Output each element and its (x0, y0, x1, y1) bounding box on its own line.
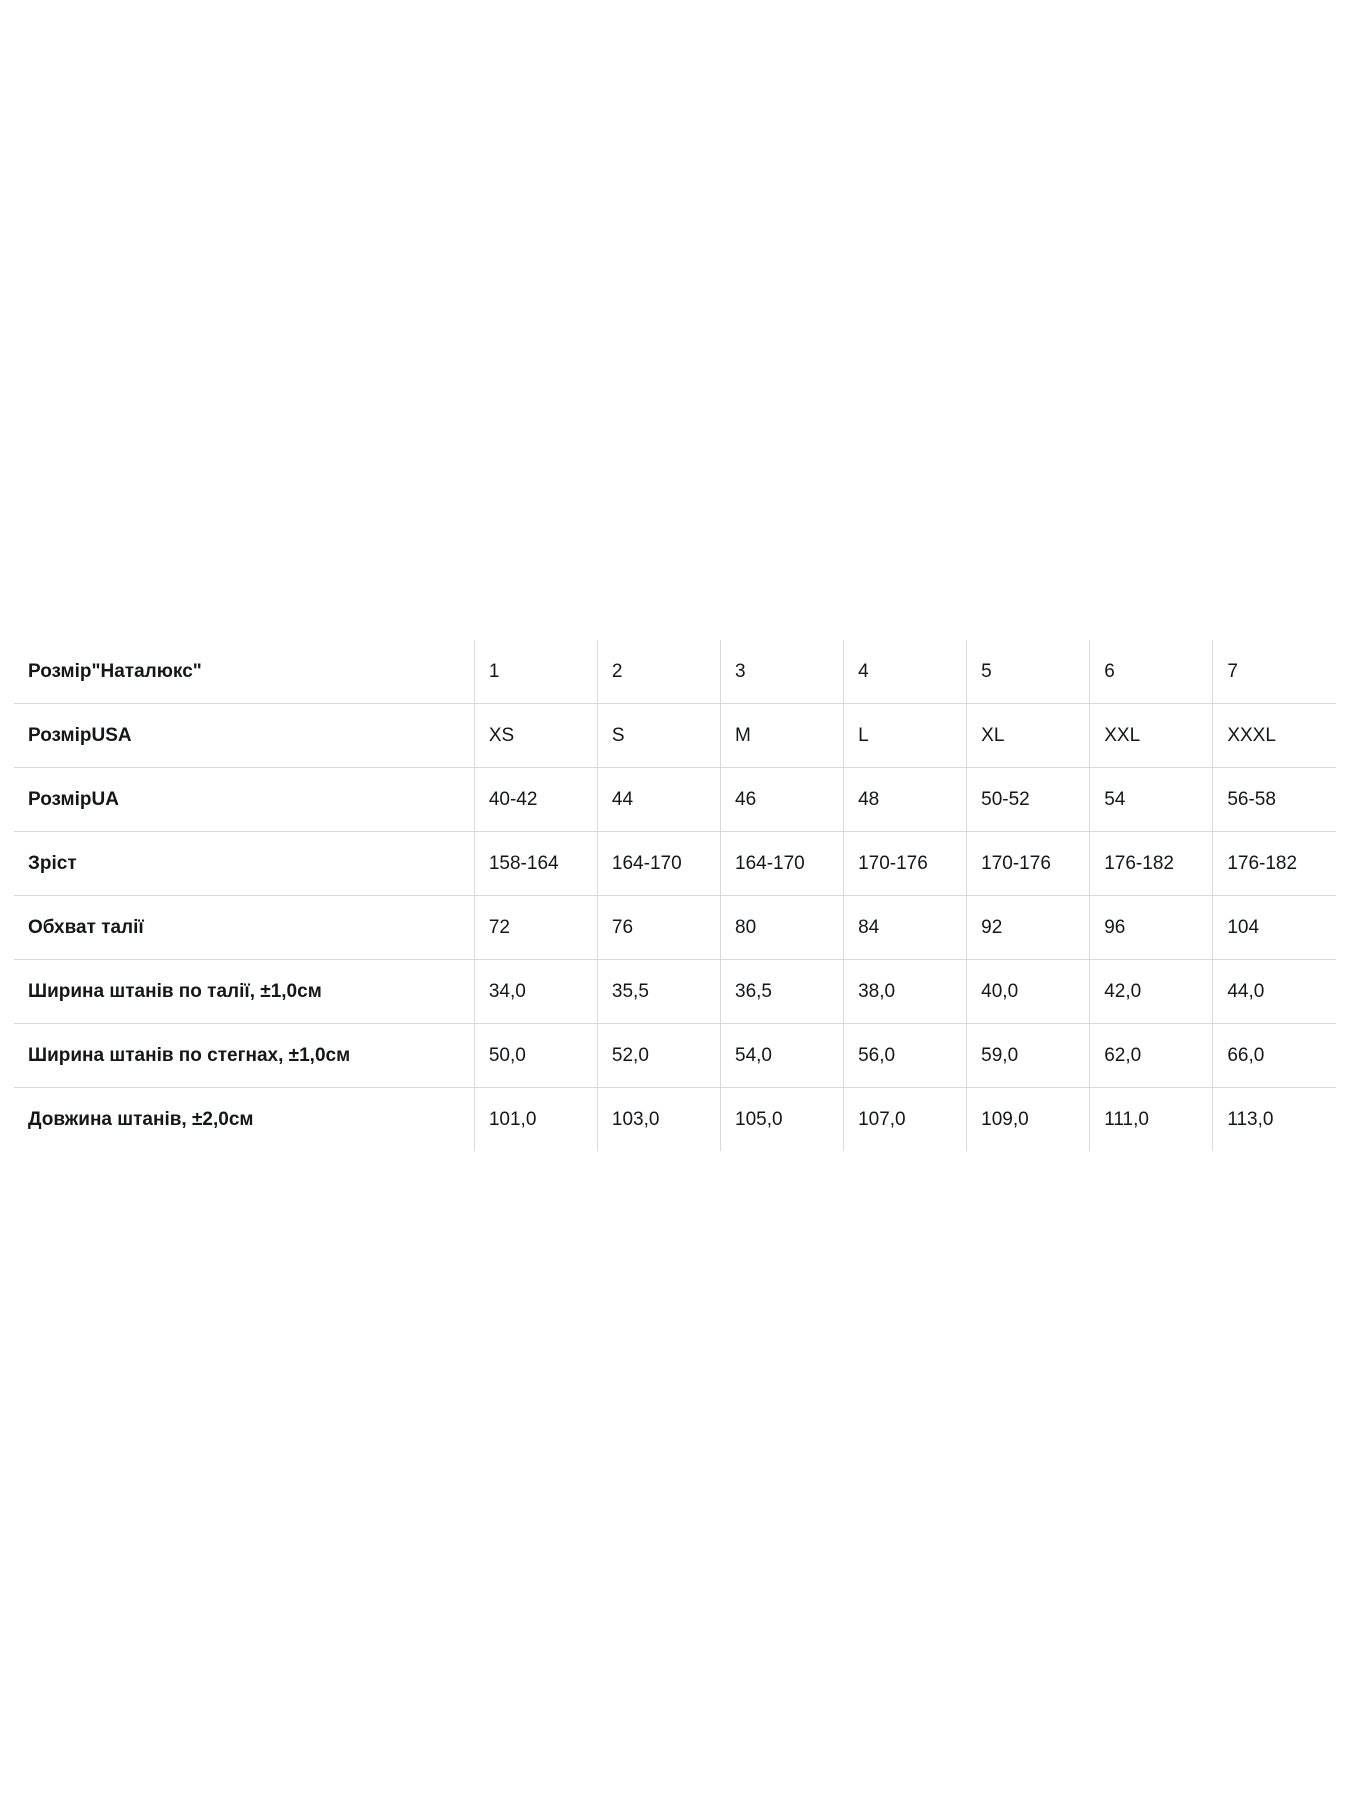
table-cell: M (721, 704, 844, 768)
row-label: РозмірUA (14, 768, 474, 832)
table-cell: 50-52 (967, 768, 1090, 832)
table-cell: 170-176 (844, 832, 967, 896)
table-cell: 48 (844, 768, 967, 832)
table-cell: 101,0 (474, 1088, 597, 1152)
table-cell: 54,0 (721, 1024, 844, 1088)
table-cell: 40-42 (474, 768, 597, 832)
table-cell: 56,0 (844, 1024, 967, 1088)
table-cell: 46 (721, 768, 844, 832)
table-cell: 84 (844, 896, 967, 960)
table-row (14, 1088, 1336, 1152)
table-row (14, 768, 1336, 832)
row-label: Довжина штанів, ±2,0см (14, 1088, 474, 1152)
table-cell: 80 (721, 896, 844, 960)
table-cell: 50,0 (474, 1024, 597, 1088)
table-cell: 72 (474, 896, 597, 960)
table-cell: 111,0 (1090, 1088, 1213, 1152)
row-label: Ширина штанів по талії, ±1,0см (14, 960, 474, 1024)
table-cell: 44 (597, 768, 720, 832)
table-row (14, 832, 1336, 896)
table-cell: 1 (474, 640, 597, 704)
table-cell: 4 (844, 640, 967, 704)
table-cell: 92 (967, 896, 1090, 960)
table-cell: XL (967, 704, 1090, 768)
table-cell: 107,0 (844, 1088, 967, 1152)
table-cell: 176-182 (1090, 832, 1213, 896)
table-cell: 176-182 (1213, 832, 1336, 896)
table-cell: 52,0 (597, 1024, 720, 1088)
table-cell: XXXL (1213, 704, 1336, 768)
table-cell: 35,5 (597, 960, 720, 1024)
table-cell: 109,0 (967, 1088, 1090, 1152)
table-cell: 6 (1090, 640, 1213, 704)
table-cell: 3 (721, 640, 844, 704)
table-cell: 103,0 (597, 1088, 720, 1152)
table-cell: 42,0 (1090, 960, 1213, 1024)
table-cell: 7 (1213, 640, 1336, 704)
table-cell: 34,0 (474, 960, 597, 1024)
table-cell: 164-170 (721, 832, 844, 896)
table-cell: 56-58 (1213, 768, 1336, 832)
table-cell: 62,0 (1090, 1024, 1213, 1088)
table-cell: 59,0 (967, 1024, 1090, 1088)
table-row (14, 896, 1336, 960)
table-cell: 105,0 (721, 1088, 844, 1152)
table-cell: 44,0 (1213, 960, 1336, 1024)
table-cell: 36,5 (721, 960, 844, 1024)
size-chart (14, 640, 1336, 1151)
table-cell: S (597, 704, 720, 768)
table-row (14, 960, 1336, 1024)
table-cell: 38,0 (844, 960, 967, 1024)
table-cell: 113,0 (1227, 1108, 1274, 1130)
row-label: Обхват талії (14, 896, 474, 960)
table-cell: 66,0 (1213, 1024, 1336, 1088)
table-cell: XS (474, 704, 597, 768)
row-label: Ширина штанів по стегнах, ±1,0см (14, 1024, 474, 1088)
table-row (14, 704, 1336, 768)
table-cell: 164-170 (597, 832, 720, 896)
table-cell: 104 (1213, 896, 1336, 960)
table-row (14, 640, 1336, 704)
table-cell: 170-176 (967, 832, 1090, 896)
row-label: Зріст (14, 832, 474, 896)
table-cell: 96 (1090, 896, 1213, 960)
table-row (14, 1024, 1336, 1088)
table-cell: 40,0 (967, 960, 1090, 1024)
table-cell: XXL (1090, 704, 1213, 768)
table-cell: 54 (1090, 768, 1213, 832)
row-label: Розмір"Наталюкс" (14, 640, 474, 704)
size-table (14, 640, 1336, 1151)
table-cell: L (844, 704, 967, 768)
table-cell: 76 (597, 896, 720, 960)
table-cell: 5 (967, 640, 1090, 704)
row-label: РозмірUSA (14, 704, 474, 768)
table-cell: 2 (597, 640, 720, 704)
table-cell: 158-164 (474, 832, 597, 896)
